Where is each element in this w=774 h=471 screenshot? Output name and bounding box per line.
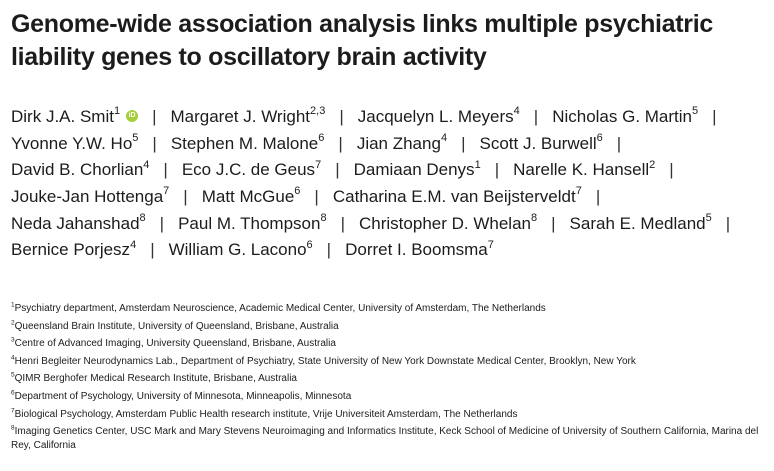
author-separator: | bbox=[335, 160, 340, 180]
affiliation-text: Department of Psychology, University of Minnesota, Minneapolis, Minnesota bbox=[14, 390, 352, 402]
affiliation-superscript: 6 bbox=[318, 132, 325, 145]
affiliation-superscript: 7 bbox=[575, 185, 582, 198]
author-name-text: Bernice Porjesz bbox=[11, 240, 131, 260]
author-separator: | bbox=[150, 240, 155, 260]
author-separator: | bbox=[152, 133, 157, 153]
author-name[interactable] bbox=[171, 134, 325, 153]
affiliation-number: 2 bbox=[11, 319, 15, 327]
author-line bbox=[11, 237, 771, 264]
affiliation-text: QIMR Berghofer Medical Research Institute, Brisbane, Australia bbox=[14, 373, 297, 385]
affiliation-superscript: 6 bbox=[596, 132, 603, 145]
affiliation-superscript: 1 bbox=[113, 105, 121, 118]
author-line bbox=[11, 184, 771, 211]
author-name[interactable] bbox=[345, 240, 494, 259]
orcid-icon[interactable]: iD bbox=[126, 110, 138, 122]
author-name-text: Catharina E.M. van Beijsterveldt bbox=[332, 187, 576, 207]
author-separator: | bbox=[152, 107, 157, 126]
author-separator: | bbox=[669, 160, 674, 180]
paper-title: Genome-wide association analysis links multiple psychiatric liability genes to oscillatory brain activity bbox=[11, 10, 713, 71]
affiliation-superscript: 8 bbox=[139, 212, 146, 225]
affiliation-text: Imaging Genetics Center, USC Mark and Mary Stevens Neuroimaging and Informatics Institute, Keck School of Medicine of University of Southern California, Marina del Rey, California bbox=[11, 426, 759, 452]
affiliation-number: 8 bbox=[11, 424, 15, 432]
author-name-text: Dorret I. Boomsma bbox=[345, 240, 488, 260]
author-name[interactable] bbox=[169, 240, 313, 259]
author-name[interactable] bbox=[11, 107, 138, 126]
author-name-text: David B. Chorlian bbox=[11, 160, 144, 180]
affiliation-text: Centre of Advanced Imaging, University Queensland, Brisbane, Australia bbox=[14, 338, 336, 350]
author-separator: | bbox=[494, 160, 500, 180]
author-name[interactable] bbox=[358, 107, 520, 126]
author-name-text: Narelle K. Hansell bbox=[513, 160, 650, 180]
author-separator: | bbox=[183, 187, 188, 207]
affiliation-item bbox=[11, 388, 771, 406]
author-name-text: Christopher D. Whelan bbox=[359, 213, 531, 233]
author-line bbox=[11, 157, 771, 184]
author-name[interactable] bbox=[570, 214, 712, 233]
author-name[interactable] bbox=[513, 160, 655, 179]
affiliation-superscript: 1 bbox=[474, 158, 481, 171]
affiliation-number: 5 bbox=[11, 372, 15, 380]
affiliation-item bbox=[11, 318, 771, 336]
author-separator: | bbox=[340, 213, 346, 233]
affiliation-text: Biological Psychology, Amsterdam Public Health research institute, Vrije Universiteit Amsterdam, The Netherlands bbox=[14, 408, 518, 420]
affiliation-superscript: 7 bbox=[163, 185, 170, 198]
author-separator: | bbox=[595, 187, 601, 207]
affiliation-item bbox=[11, 406, 771, 424]
author-name[interactable] bbox=[11, 160, 149, 179]
author-line bbox=[11, 131, 771, 158]
affiliation-superscript: 4 bbox=[513, 105, 520, 118]
author-separator: | bbox=[163, 160, 168, 180]
affiliation-superscript: 4 bbox=[130, 238, 137, 251]
author-separator: | bbox=[533, 107, 539, 126]
affiliation-number: 3 bbox=[11, 336, 15, 344]
affiliation-text: Psychiatry department, Amsterdam Neuroscience, Academic Medical Center, University of Amsterdam, The Netherlands bbox=[14, 303, 546, 314]
author-name-text: Eco J.C. de Geus bbox=[181, 160, 316, 180]
affiliation-item bbox=[11, 300, 771, 318]
affiliation-item bbox=[11, 370, 771, 388]
author-separator: | bbox=[461, 133, 466, 153]
affiliation-number: 7 bbox=[11, 407, 15, 415]
author-name-text: William G. Lacono bbox=[168, 240, 307, 260]
affiliation-item bbox=[11, 353, 771, 371]
author-name-text: Paul M. Thompson bbox=[178, 213, 321, 233]
author-separator: | bbox=[616, 133, 622, 153]
affiliation-superscript: 2,3 bbox=[310, 105, 326, 118]
author-name-text: Nicholas G. Martin bbox=[552, 107, 693, 126]
affiliation-list bbox=[11, 300, 771, 453]
author-name-text: Jouke-Jan Hottenga bbox=[11, 187, 164, 207]
author-separator: | bbox=[551, 213, 556, 233]
author-name[interactable] bbox=[11, 214, 146, 233]
author-name-text: Dirk J.A. Smit bbox=[11, 107, 114, 126]
affiliation-number: 6 bbox=[11, 389, 15, 397]
affiliation-superscript: 5 bbox=[705, 212, 712, 225]
author-name[interactable] bbox=[552, 107, 698, 126]
author-name-text: Margaret J. Wright bbox=[170, 107, 311, 126]
author-name-text: Yvonne Y.W. Ho bbox=[11, 133, 133, 153]
author-name[interactable] bbox=[182, 160, 321, 179]
author-name[interactable] bbox=[178, 214, 327, 233]
author-name[interactable] bbox=[333, 187, 582, 206]
author-line bbox=[11, 211, 771, 238]
author-name[interactable] bbox=[11, 134, 138, 153]
affiliation-superscript: 8 bbox=[320, 212, 327, 225]
author-list bbox=[11, 104, 771, 264]
author-name[interactable] bbox=[11, 240, 136, 259]
author-name-text: Neda Jahanshad bbox=[11, 213, 140, 233]
affiliation-superscript: 5 bbox=[132, 132, 139, 145]
author-name[interactable] bbox=[202, 187, 301, 206]
affiliation-superscript: 8 bbox=[530, 212, 538, 225]
author-name-text: Damiaan Denys bbox=[353, 160, 475, 180]
author-separator: | bbox=[159, 213, 165, 233]
author-name-text: Matt McGue bbox=[201, 187, 295, 207]
affiliation-number: 1 bbox=[11, 301, 15, 309]
affiliation-superscript: 6 bbox=[306, 238, 313, 251]
affiliation-superscript: 7 bbox=[487, 238, 494, 251]
author-separator: | bbox=[338, 133, 343, 153]
author-name[interactable] bbox=[479, 134, 602, 153]
affiliation-text: Henri Begleiter Neurodynamics Lab., Department of Psychiatry, State University of New York Downstate Medical Center, Brooklyn, New York bbox=[14, 355, 636, 367]
author-name-text: Jian Zhang bbox=[356, 133, 441, 153]
author-line bbox=[11, 104, 771, 131]
affiliation-superscript: 5 bbox=[692, 105, 699, 118]
author-separator: | bbox=[314, 187, 319, 207]
author-name[interactable] bbox=[359, 214, 537, 233]
author-name-text: Stephen M. Malone bbox=[170, 133, 319, 153]
author-name-text: Jacquelyn L. Meyers bbox=[357, 107, 514, 126]
affiliation-item bbox=[11, 423, 771, 453]
author-separator: | bbox=[725, 213, 731, 233]
author-name[interactable] bbox=[354, 160, 481, 179]
author-name-text: Scott J. Burwell bbox=[479, 133, 597, 153]
author-name[interactable] bbox=[357, 134, 447, 153]
affiliation-number: 4 bbox=[11, 354, 15, 362]
affiliation-superscript: 2 bbox=[649, 158, 656, 171]
affiliation-superscript: 6 bbox=[294, 185, 301, 198]
author-name[interactable] bbox=[171, 107, 326, 126]
affiliation-superscript: 4 bbox=[143, 158, 150, 171]
affiliation-text: Queensland Brain Institute, University of Queensland, Brisbane, Australia bbox=[14, 320, 339, 332]
author-separator: | bbox=[339, 107, 344, 126]
author-name-text: Sarah E. Medland bbox=[569, 213, 706, 233]
affiliation-item bbox=[11, 335, 771, 353]
author-name[interactable] bbox=[11, 187, 169, 206]
author-separator: | bbox=[712, 107, 717, 126]
affiliation-superscript: 4 bbox=[440, 132, 448, 145]
affiliation-superscript: 7 bbox=[315, 158, 322, 171]
author-separator: | bbox=[326, 240, 332, 260]
